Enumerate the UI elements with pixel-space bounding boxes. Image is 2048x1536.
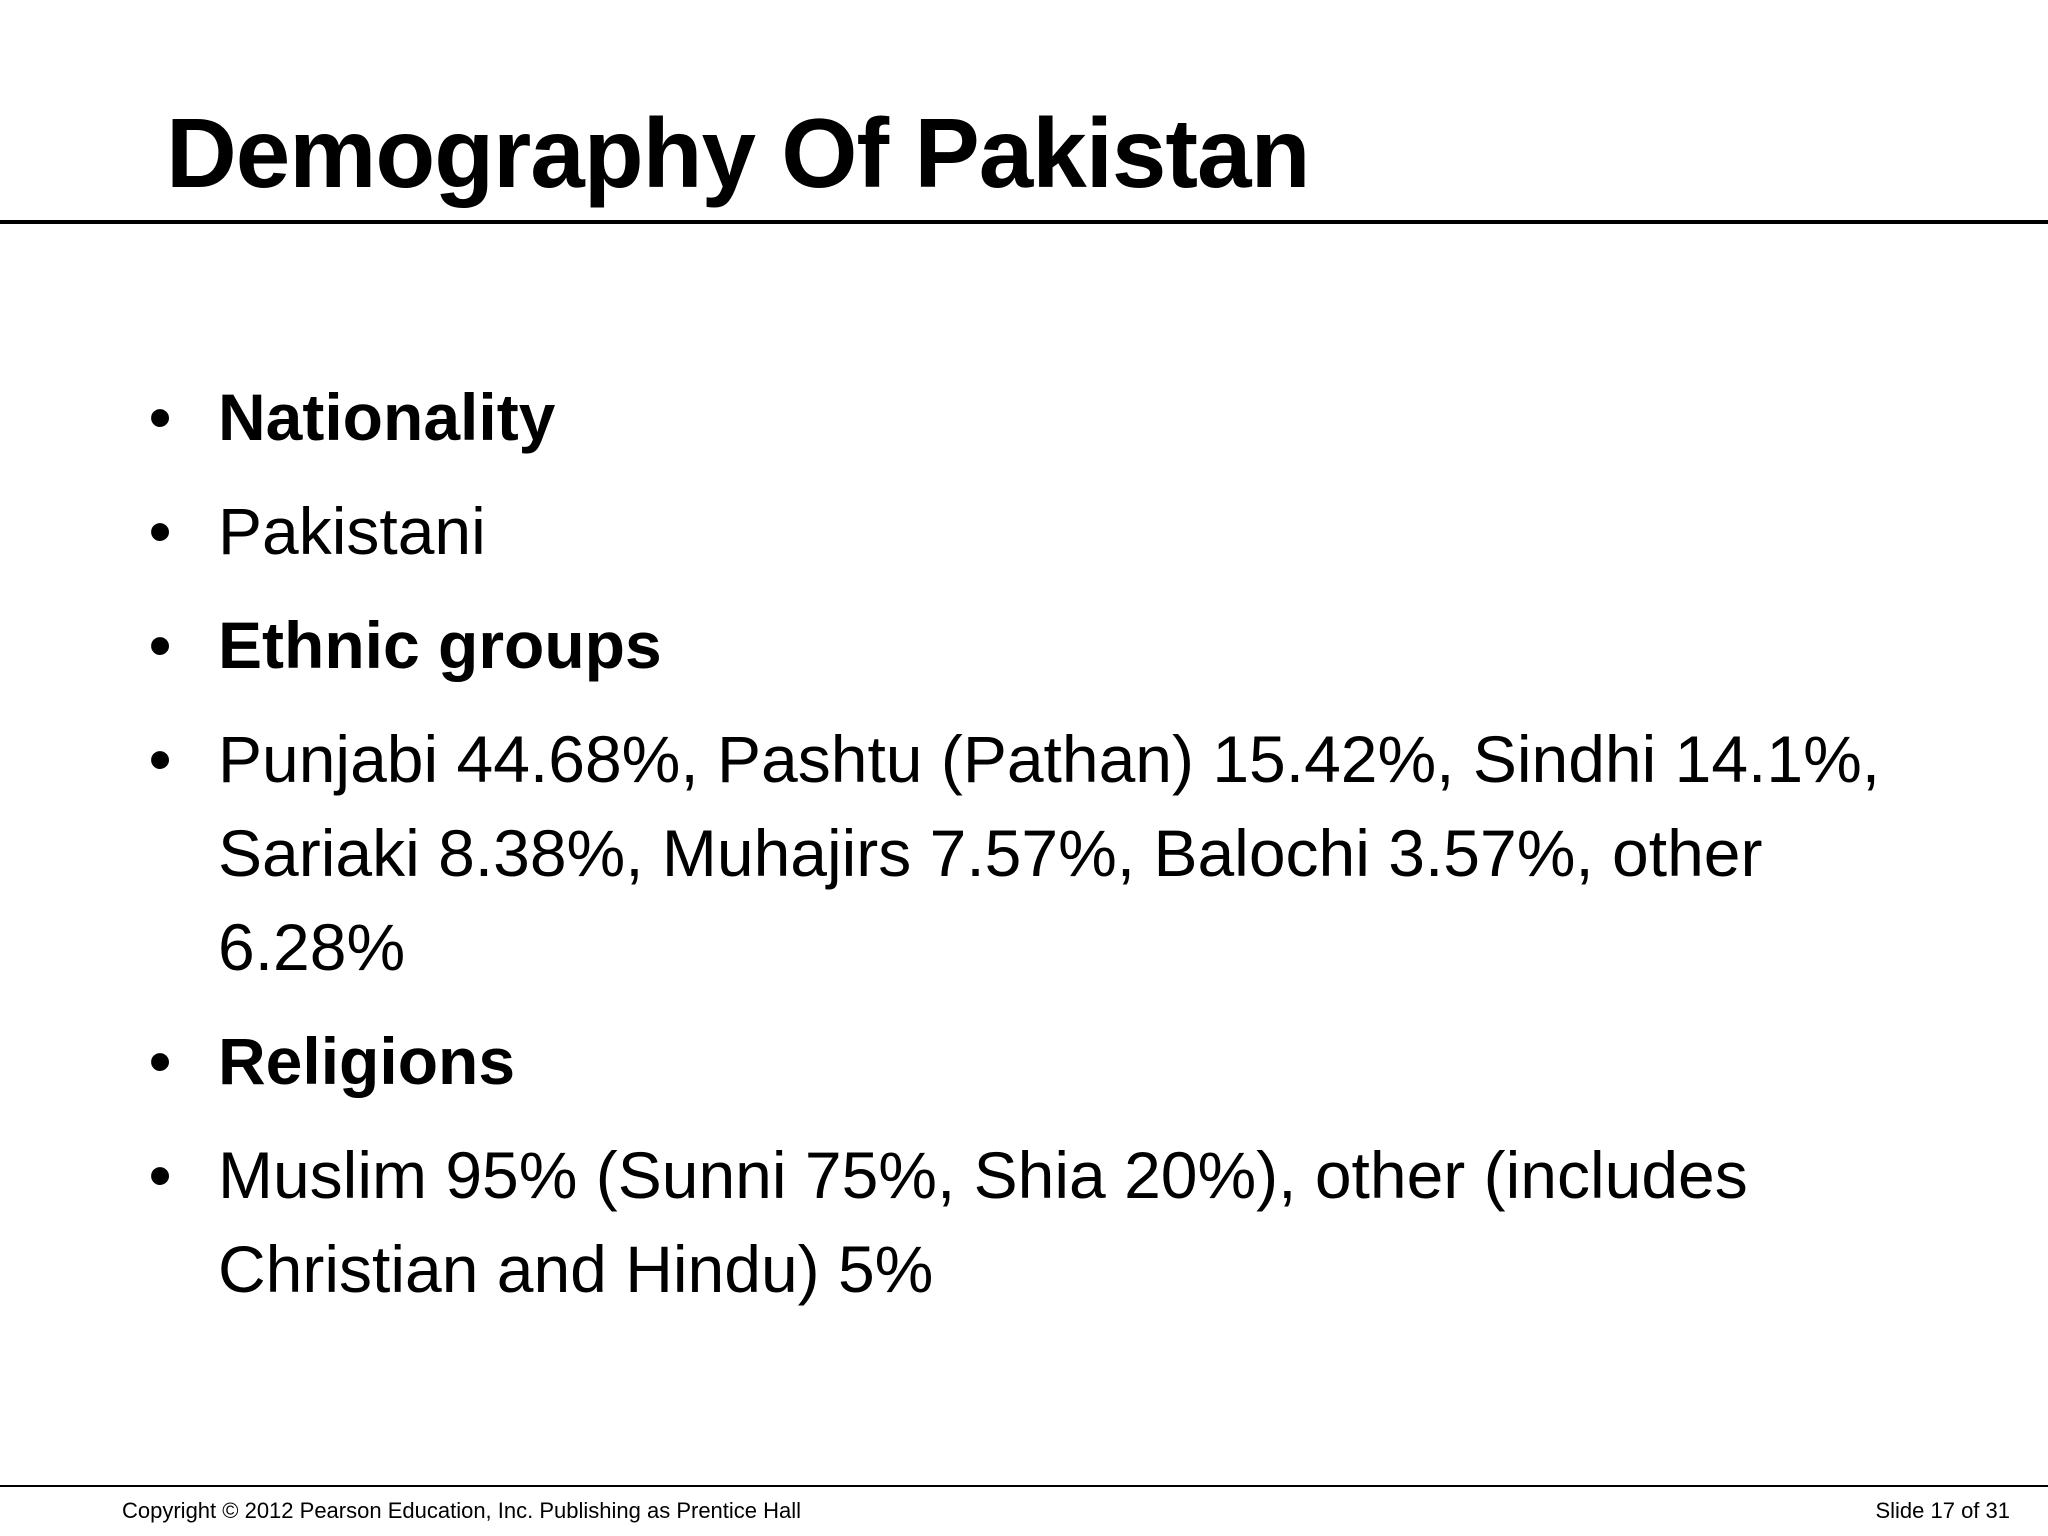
bullet-list: [140, 370, 1940, 1336]
bullet-icon: •: [148, 380, 172, 454]
bullet-text: Nationality: [218, 380, 556, 454]
bullet-religions-heading: [140, 1014, 1940, 1108]
bullet-text: Ethnic groups: [218, 608, 662, 682]
bullet-nationality-value: [140, 484, 1940, 578]
bullet-text: Pakistani: [218, 494, 486, 568]
footer-copyright: Copyright © 2012 Pearson Education, Inc. Publishing as Prentice Hall: [122, 1498, 802, 1523]
bullet-icon: •: [148, 1024, 172, 1098]
footer-slide-number: Slide 17 of 31: [1875, 1498, 2010, 1523]
bullet-text: Religions: [218, 1024, 516, 1098]
bullet-icon: •: [148, 494, 172, 568]
bullet-icon: •: [148, 608, 172, 682]
bullet-text: Punjabi 44.68%, Pashtu (Pathan) 15.42%, Sindhi 14.1%, Sariaki 8.38%, Muhajirs 7.57%, Balochi 3.57%, other 6.28%: [218, 722, 1881, 984]
footer-divider: [0, 1485, 2048, 1487]
slide-title: Demography Of Pakistan: [166, 98, 1310, 208]
bullet-text: Muslim 95% (Sunni 75%, Shia 20%), other (includes Christian and Hindu) 5%: [218, 1138, 1748, 1306]
bullet-ethnic-groups-value: [140, 712, 1940, 994]
bullet-religions-value: [140, 1128, 1940, 1316]
bullet-icon: •: [148, 722, 172, 796]
bullet-icon: •: [148, 1138, 172, 1212]
bullet-ethnic-groups-heading: [140, 598, 1940, 692]
bullet-nationality-heading: [140, 370, 1940, 464]
title-divider: [0, 220, 2048, 224]
